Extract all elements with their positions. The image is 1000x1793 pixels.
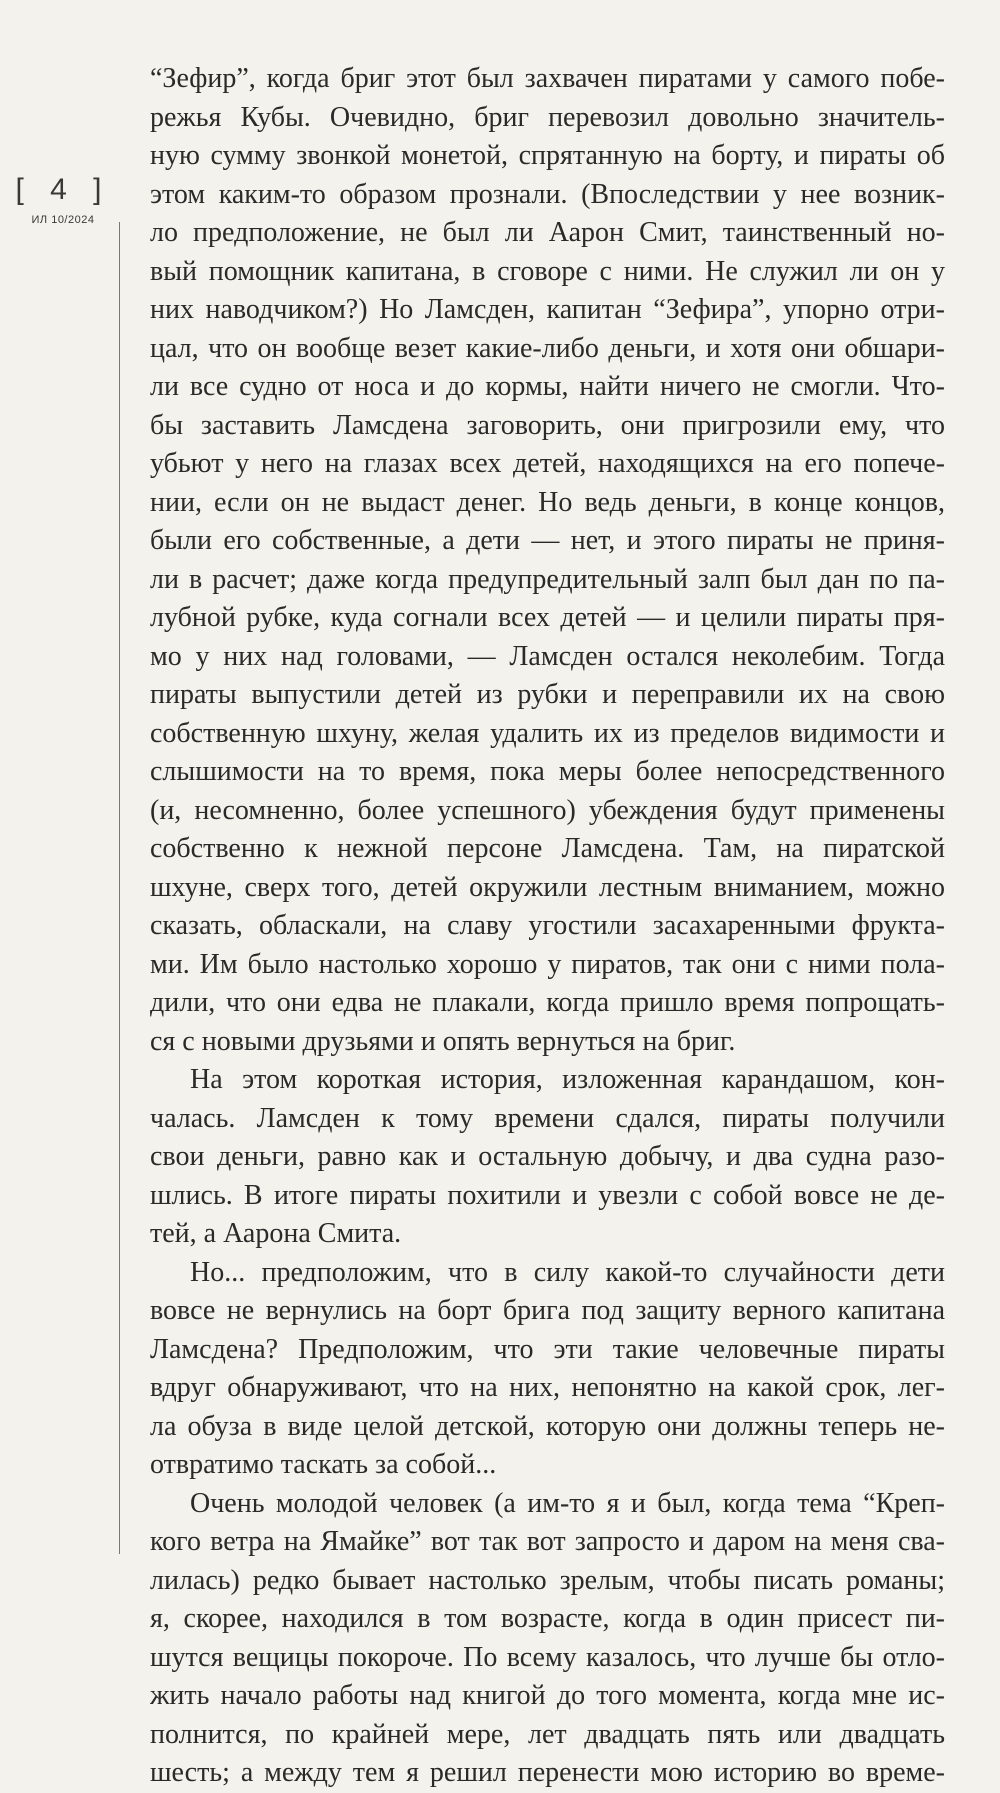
text-line: слышимости на то время, пока меры более непосредственного [150, 756, 945, 787]
text-line: Очень молодой человек (а им-то я и был, когда тема “Креп- [190, 1487, 945, 1519]
text-line: ли в расчет; даже когда предупредительный залп был дан по па- [150, 563, 945, 595]
text-line: мо у них над головами, — Ламсден остался неколебим. Тогда [150, 640, 945, 672]
text-line: я, скорее, находился в том возрасте, когда в один присест пи- [150, 1603, 945, 1634]
text-line: шутся вещицы покороче. По всему казалось, что лучше бы отло- [150, 1641, 945, 1673]
text-line: вдруг обнаруживают, что на них, непонятно на какой срок, лег- [150, 1372, 945, 1403]
text-line: собственную шхуну, желая удалить их из пределов видимости и [150, 717, 945, 749]
text-line: (и, несомненно, более успешного) убеждения будут применены [150, 794, 945, 826]
text-line: цал, что он вообще везет какие-либо деньги, и хотя они обшари- [150, 332, 945, 364]
text-line: шесть; а между тем я решил перенести мою историю во време- [150, 1757, 945, 1788]
margin-rule [119, 222, 120, 1554]
issue-label: ИЛ 10/2024 [31, 214, 95, 226]
text-line: сказать, обласкали, на славу угостили засахаренными фрукта- [150, 910, 945, 941]
text-line: ся с новыми друзьями и опять вернуться на бриг. [150, 1025, 736, 1057]
text-line: режья Кубы. Очевидно, бриг перевозил довольно значитель- [150, 101, 945, 133]
text-line: этом каким-то образом прознали. (Впоследствии у нее возник- [150, 178, 945, 210]
text-line: Ламсдена? Предположим, что эти такие человечные пираты [150, 1333, 945, 1365]
text-line: дили, что они едва не плакали, когда пришло время попрощать- [150, 987, 945, 1018]
text-line: ми. Им было настолько хорошо у пиратов, так они с ними пола- [150, 948, 945, 980]
text-line: убьют у него на глазах всех детей, находящихся на его попече- [150, 448, 945, 479]
text-line: чалась. Ламсден к тому времени сдался, пираты получили [150, 1102, 945, 1134]
text-line: пираты выпустили детей из рубки и переправили их на свою [150, 679, 945, 710]
text-line: лилась) редко бывает настолько зрелым, чтобы писать романы; [150, 1564, 945, 1596]
text-line: свои деньги, равно как и остальную добычу, и два судна разо- [150, 1141, 945, 1172]
text-line: Но... предположим, что в силу какой-то случайности дети [190, 1256, 945, 1288]
text-line: кого ветра на Ямайке” вот так вот запросто и даром на меня сва- [150, 1526, 945, 1557]
text-line: ную сумму звонкой монетой, спрятанную на борту, и пираты об [150, 140, 945, 171]
text-line: тей, а Аарона Смита. [150, 1218, 402, 1249]
text-line: лубной рубке, куда согнали всех детей — и целили пираты пря- [150, 602, 945, 633]
text-line: собственно к нежной персоне Ламсдена. Там, на пиратской [150, 833, 945, 864]
text-line: полнится, по крайней мере, лет двадцать пять или двадцать [150, 1718, 945, 1750]
text-line: отвратимо таскать за собой... [150, 1449, 497, 1480]
text-line: ло предположение, не был ли Аарон Смит, таинственный но- [150, 217, 945, 248]
text-line: были его собственные, а дети — нет, и этого пираты не приня- [150, 525, 945, 556]
page-number: [ 4 ] [15, 173, 111, 206]
text-line: шхуне, сверх того, детей окружили лестным вниманием, можно [150, 871, 945, 903]
text-line: нии, если он не выдаст денег. Но ведь деньги, в конце концов, [150, 486, 945, 518]
text-line: бы заставить Ламсдена заговорить, они пригрозили ему, что [150, 409, 945, 441]
text-line: шлись. В итоге пираты похитили и увезли с собой вовсе не де- [150, 1179, 945, 1211]
text-line: вовсе не вернулись на борт брига под защиту верного капитана [150, 1295, 945, 1326]
text-line: ли все судно от носа и до кормы, найти ничего не смогли. Что- [150, 371, 945, 402]
text-line: жить начало работы над книгой до того момента, когда мне ис- [150, 1680, 945, 1711]
text-line: “Зефир”, когда бриг этот был захвачен пиратами у самого побе- [150, 63, 945, 94]
page-marker [0, 172, 126, 226]
text-line: ла обуза в виде целой детской, которую они должны теперь не- [150, 1410, 945, 1442]
text-line: них наводчиком?) Но Ламсден, капитан “Зефира”, упорно отри- [150, 294, 945, 325]
text-line: На этом короткая история, изложенная карандашом, кон- [190, 1064, 945, 1095]
text-column [150, 60, 945, 1793]
text-line: вый помощник капитана, в сговоре с ними. Не служил ли он у [150, 255, 945, 287]
